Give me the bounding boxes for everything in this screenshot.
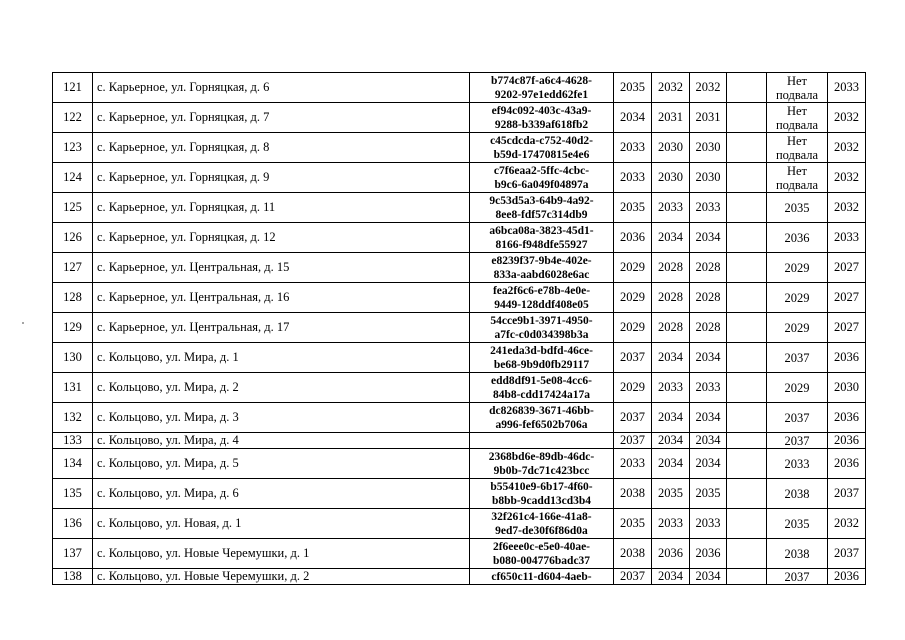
- guid-line-1: cf650c11-d604-4aeb-: [491, 570, 592, 583]
- year-cell-last: 2032: [828, 103, 866, 133]
- basement-cell: [767, 253, 828, 283]
- row-number-cell: 126: [53, 223, 93, 253]
- basement-line-2: подвала: [775, 87, 819, 102]
- address-cell: с. Кольцово, ул. Мира, д. 1: [93, 343, 470, 373]
- year-cell-3: 2036: [690, 539, 727, 569]
- address-cell: с. Кольцово, ул. Новые Черемушки, д. 2: [93, 569, 470, 585]
- guid-line-2: 9b0b-7dc71c423bcc: [493, 464, 590, 477]
- address-cell: с. Кольцово, ул. Мира, д. 4: [93, 433, 470, 449]
- year-cell-2: 2032: [652, 73, 690, 103]
- basement-line-1: 2029: [784, 380, 810, 395]
- guid-cell: [470, 193, 614, 223]
- year-cell-2: 2035: [652, 479, 690, 509]
- year-cell-1: 2037: [614, 343, 652, 373]
- year-cell-1: 2038: [614, 479, 652, 509]
- basement-line-1: 2037: [784, 569, 810, 584]
- guid-line-2: b59d-17470815e4e6: [493, 148, 590, 161]
- guid-line-2: b8bb-9cadd13cd3b4: [491, 494, 592, 507]
- table-row: [53, 313, 866, 343]
- guid-line-2: 84b8-cdd17424a17a: [492, 388, 591, 401]
- basement-line-1: 2038: [784, 486, 810, 501]
- guid-cell: [470, 569, 614, 585]
- address-cell: с. Карьерное, ул. Центральная, д. 15: [93, 253, 470, 283]
- guid-cell: [470, 133, 614, 163]
- table-row: [53, 163, 866, 193]
- year-cell-2: 2036: [652, 539, 690, 569]
- guid-line-1: dc826839-3671-46bb-: [489, 404, 594, 417]
- basement-line-1: 2033: [784, 456, 810, 471]
- year-cell-1: 2034: [614, 103, 652, 133]
- guid-line-1: b55410e9-6b17-4f60-: [490, 480, 593, 493]
- guid-line-1: e8239f37-9b4e-402e-: [491, 254, 592, 267]
- row-number-cell: 128: [53, 283, 93, 313]
- basement-line-1: Нет: [786, 103, 808, 118]
- guid-line-2: 9288-b339af618fb2: [494, 118, 589, 131]
- table-row: [53, 509, 866, 539]
- year-cell-3: 2035: [690, 479, 727, 509]
- guid-cell: [470, 103, 614, 133]
- guid-line-1: 241eda3d-bdfd-46ce-: [490, 344, 593, 357]
- year-cell-last: 2037: [828, 539, 866, 569]
- empty-cell: [727, 223, 767, 253]
- basement-line-1: Нет: [786, 163, 808, 178]
- address-cell: с. Карьерное, ул. Горняцкая, д. 8: [93, 133, 470, 163]
- year-cell-1: 2035: [614, 193, 652, 223]
- guid-line-1: edd8df91-5e08-4cc6-: [491, 374, 592, 387]
- basement-line-1: 2035: [784, 516, 810, 531]
- table-row: [53, 133, 866, 163]
- year-cell-last: 2036: [828, 433, 866, 449]
- basement-line-1: 2037: [784, 410, 810, 425]
- basement-line-1: 2036: [784, 230, 810, 245]
- basement-line-1: 2029: [784, 290, 810, 305]
- guid-cell: [470, 163, 614, 193]
- basement-cell: [767, 73, 828, 103]
- guid-line-1: b774c87f-a6c4-4628-: [491, 74, 592, 87]
- basement-line-1: 2029: [784, 260, 810, 275]
- year-cell-1: 2035: [614, 509, 652, 539]
- year-cell-1: 2029: [614, 373, 652, 403]
- empty-cell: [727, 343, 767, 373]
- address-cell: с. Кольцово, ул. Новые Черемушки, д. 1: [93, 539, 470, 569]
- year-cell-1: 2035: [614, 73, 652, 103]
- address-cell: с. Карьерное, ул. Горняцкая, д. 9: [93, 163, 470, 193]
- basement-cell: [767, 133, 828, 163]
- empty-cell: [727, 313, 767, 343]
- guid-line-1: 2368bd6e-89db-46dc-: [488, 450, 595, 463]
- year-cell-3: 2033: [690, 509, 727, 539]
- year-cell-last: 2033: [828, 223, 866, 253]
- basement-cell: [767, 539, 828, 569]
- basement-cell: [767, 509, 828, 539]
- basement-cell: [767, 223, 828, 253]
- basement-line-1: Нет: [786, 73, 808, 88]
- empty-cell: [727, 449, 767, 479]
- guid-cell: [470, 403, 614, 433]
- empty-cell: [727, 373, 767, 403]
- year-cell-last: 2036: [828, 403, 866, 433]
- year-cell-1: 2033: [614, 133, 652, 163]
- address-cell: с. Карьерное, ул. Горняцкая, д. 12: [93, 223, 470, 253]
- address-cell: с. Кольцово, ул. Мира, д. 5: [93, 449, 470, 479]
- year-cell-last: 2032: [828, 509, 866, 539]
- guid-line-2: 8ee8-fdf57c314db9: [495, 208, 588, 221]
- guid-line-2: b080-004776badc37: [492, 554, 591, 567]
- guid-line-2: 9202-97e1edd62fe1: [494, 88, 589, 101]
- guid-line-1: ef94c092-403c-43a9-: [491, 104, 592, 117]
- empty-cell: [727, 103, 767, 133]
- empty-cell: [727, 283, 767, 313]
- table-row: [53, 433, 866, 449]
- row-number-cell: 135: [53, 479, 93, 509]
- year-cell-3: 2028: [690, 313, 727, 343]
- year-cell-3: 2028: [690, 283, 727, 313]
- year-cell-3: 2033: [690, 373, 727, 403]
- table-row: [53, 569, 866, 585]
- guid-cell: [470, 449, 614, 479]
- table-row: [53, 103, 866, 133]
- year-cell-last: 2032: [828, 163, 866, 193]
- year-cell-last: 2036: [828, 343, 866, 373]
- address-cell: с. Карьерное, ул. Горняцкая, д. 11: [93, 193, 470, 223]
- basement-line-1: 2038: [784, 546, 810, 561]
- year-cell-1: 2037: [614, 569, 652, 585]
- address-cell: с. Кольцово, ул. Мира, д. 6: [93, 479, 470, 509]
- guid-line-1: 32f261c4-166e-41a8-: [491, 510, 592, 523]
- basement-line-1: Нет: [786, 133, 808, 148]
- year-cell-3: 2032: [690, 73, 727, 103]
- year-cell-2: 2033: [652, 193, 690, 223]
- empty-cell: [727, 253, 767, 283]
- row-number-cell: 121: [53, 73, 93, 103]
- year-cell-2: 2028: [652, 313, 690, 343]
- guid-line-2: 9ed7-de30f6f86d0a: [495, 524, 588, 537]
- year-cell-3: 2028: [690, 253, 727, 283]
- basement-cell: [767, 313, 828, 343]
- basement-line-1: 2037: [784, 433, 810, 448]
- basement-cell: [767, 479, 828, 509]
- table-row: [53, 403, 866, 433]
- empty-cell: [727, 509, 767, 539]
- year-cell-2: 2034: [652, 433, 690, 449]
- guid-cell: [470, 479, 614, 509]
- guid-cell: [470, 373, 614, 403]
- table-row: [53, 539, 866, 569]
- year-cell-last: 2027: [828, 313, 866, 343]
- year-cell-1: 2037: [614, 403, 652, 433]
- year-cell-last: 2030: [828, 373, 866, 403]
- year-cell-2: 2030: [652, 133, 690, 163]
- guid-cell: [470, 539, 614, 569]
- basement-line-1: 2037: [784, 350, 810, 365]
- address-cell: с. Карьерное, ул. Центральная, д. 17: [93, 313, 470, 343]
- basement-cell: [767, 163, 828, 193]
- table-row: [53, 253, 866, 283]
- year-cell-2: 2033: [652, 509, 690, 539]
- guid-line-2: be68-9b9d0fb29117: [493, 358, 590, 371]
- year-cell-2: 2034: [652, 403, 690, 433]
- year-cell-1: 2029: [614, 313, 652, 343]
- basement-cell: [767, 193, 828, 223]
- year-cell-1: 2033: [614, 449, 652, 479]
- year-cell-3: 2034: [690, 433, 727, 449]
- guid-line-1: a6bca08a-3823-45d1-: [489, 224, 594, 237]
- empty-cell: [727, 163, 767, 193]
- basement-line-2: подвала: [775, 117, 819, 132]
- row-number-cell: 134: [53, 449, 93, 479]
- basement-cell: [767, 103, 828, 133]
- basement-line-2: подвала: [775, 147, 819, 162]
- year-cell-2: 2034: [652, 449, 690, 479]
- year-cell-3: 2034: [690, 569, 727, 585]
- guid-cell: [470, 343, 614, 373]
- guid-cell: [470, 223, 614, 253]
- basement-line-1: 2029: [784, 320, 810, 335]
- empty-cell: [727, 133, 767, 163]
- table-row: [53, 343, 866, 373]
- year-cell-1: 2038: [614, 539, 652, 569]
- year-cell-1: 2037: [614, 433, 652, 449]
- year-cell-2: 2033: [652, 373, 690, 403]
- guid-line-2: 8166-f948dfe55927: [495, 238, 588, 251]
- year-cell-1: 2029: [614, 253, 652, 283]
- guid-line-2: a7fc-c0d034398b3a: [494, 328, 589, 341]
- table-row: [53, 223, 866, 253]
- table-row: [53, 73, 866, 103]
- year-cell-3: 2034: [690, 403, 727, 433]
- year-cell-3: 2034: [690, 343, 727, 373]
- year-cell-last: 2036: [828, 569, 866, 585]
- empty-cell: [727, 73, 767, 103]
- row-number-cell: 131: [53, 373, 93, 403]
- address-cell: с. Карьерное, ул. Центральная, д. 16: [93, 283, 470, 313]
- table-row: [53, 449, 866, 479]
- year-cell-last: 2032: [828, 133, 866, 163]
- basement-line-1: 2035: [784, 200, 810, 215]
- address-cell: с. Карьерное, ул. Горняцкая, д. 6: [93, 73, 470, 103]
- guid-line-1: c45cdcda-c752-40d2-: [490, 134, 593, 147]
- basement-cell: [767, 433, 828, 449]
- year-cell-last: 2033: [828, 73, 866, 103]
- year-cell-3: 2030: [690, 133, 727, 163]
- year-cell-last: 2032: [828, 193, 866, 223]
- row-number-cell: 132: [53, 403, 93, 433]
- year-cell-2: 2030: [652, 163, 690, 193]
- address-cell: с. Карьерное, ул. Горняцкая, д. 7: [93, 103, 470, 133]
- basement-cell: [767, 373, 828, 403]
- guid-line-1: 9c53d5a3-64b9-4a92-: [489, 194, 594, 207]
- guid-cell: [470, 283, 614, 313]
- guid-line-2: a996-fef6502b706a: [495, 418, 588, 431]
- year-cell-1: 2029: [614, 283, 652, 313]
- empty-cell: [727, 193, 767, 223]
- basement-cell: [767, 343, 828, 373]
- table-row: [53, 283, 866, 313]
- empty-cell: [727, 569, 767, 585]
- address-cell: с. Кольцово, ул. Мира, д. 3: [93, 403, 470, 433]
- address-cell: с. Кольцово, ул. Новая, д. 1: [93, 509, 470, 539]
- year-cell-1: 2033: [614, 163, 652, 193]
- year-cell-last: 2027: [828, 253, 866, 283]
- guid-line-1: 54cce9b1-3971-4950-: [490, 314, 593, 327]
- empty-cell: [727, 403, 767, 433]
- year-cell-last: 2027: [828, 283, 866, 313]
- table-body: [53, 73, 866, 585]
- row-number-cell: 125: [53, 193, 93, 223]
- row-number-cell: 130: [53, 343, 93, 373]
- row-number-cell: 137: [53, 539, 93, 569]
- year-cell-2: 2034: [652, 343, 690, 373]
- basement-line-2: подвала: [775, 177, 819, 192]
- guid-cell: [470, 73, 614, 103]
- guid-cell: [470, 509, 614, 539]
- table-row: [53, 193, 866, 223]
- empty-cell: [727, 479, 767, 509]
- guid-line-2: 9449-128ddf408e05: [494, 298, 589, 311]
- year-cell-3: 2034: [690, 449, 727, 479]
- guid-cell: [470, 313, 614, 343]
- year-cell-2: 2028: [652, 283, 690, 313]
- table-row: [53, 373, 866, 403]
- guid-cell: [470, 253, 614, 283]
- year-cell-3: 2030: [690, 163, 727, 193]
- row-number-cell: 124: [53, 163, 93, 193]
- basement-cell: [767, 569, 828, 585]
- guid-line-1: fea2f6c6-e78b-4e0e-: [492, 284, 591, 297]
- year-cell-1: 2036: [614, 223, 652, 253]
- empty-cell: [727, 539, 767, 569]
- guid-line-1: 2f6eee0c-e5e0-40ae-: [492, 540, 591, 553]
- year-cell-2: 2034: [652, 569, 690, 585]
- year-cell-2: 2028: [652, 253, 690, 283]
- year-cell-2: 2031: [652, 103, 690, 133]
- row-number-cell: 133: [53, 433, 93, 449]
- year-cell-2: 2034: [652, 223, 690, 253]
- basement-cell: [767, 449, 828, 479]
- scan-speck: [22, 322, 24, 324]
- row-number-cell: 122: [53, 103, 93, 133]
- year-cell-last: 2037: [828, 479, 866, 509]
- row-number-cell: 123: [53, 133, 93, 163]
- guid-line-2: 833a-aabd6028e6ac: [493, 268, 590, 281]
- row-number-cell: 138: [53, 569, 93, 585]
- row-number-cell: 127: [53, 253, 93, 283]
- guid-line-2: b9c6-6a049f04897a: [494, 178, 589, 191]
- row-number-cell: 129: [53, 313, 93, 343]
- table-row: [53, 479, 866, 509]
- year-cell-last: 2036: [828, 449, 866, 479]
- year-cell-3: 2034: [690, 223, 727, 253]
- address-cell: с. Кольцово, ул. Мира, д. 2: [93, 373, 470, 403]
- guid-line-1: c7f6eaa2-5ffc-4cbc-: [493, 164, 590, 177]
- year-cell-3: 2031: [690, 103, 727, 133]
- basement-cell: [767, 403, 828, 433]
- year-cell-3: 2033: [690, 193, 727, 223]
- row-number-cell: 136: [53, 509, 93, 539]
- guid-cell: [470, 433, 614, 449]
- buildings-table: [52, 72, 866, 585]
- basement-cell: [767, 283, 828, 313]
- empty-cell: [727, 433, 767, 449]
